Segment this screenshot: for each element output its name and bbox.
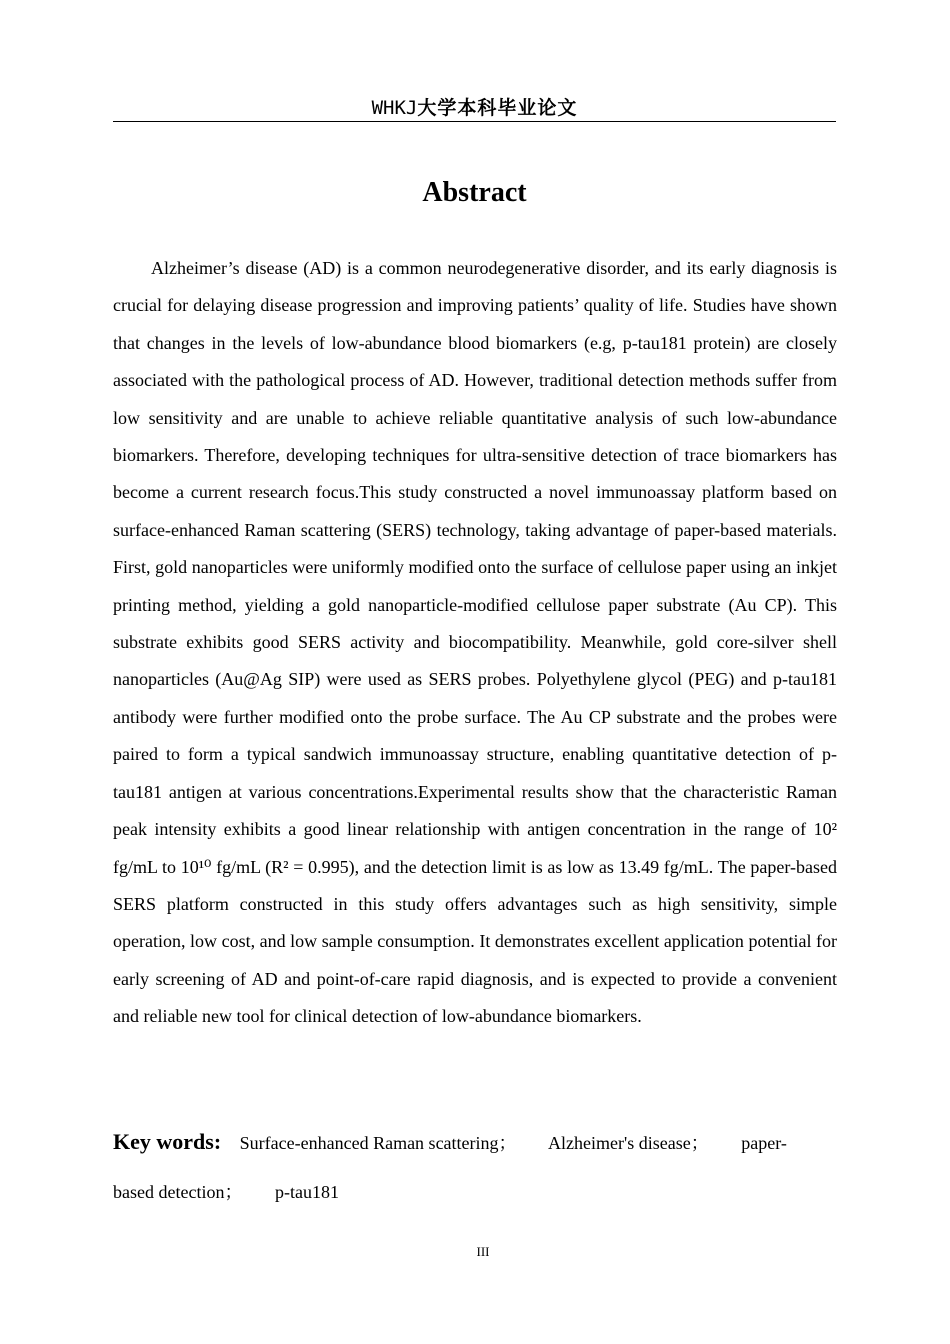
keyword-item: Alzheimer's disease	[548, 1133, 691, 1153]
abstract-paragraph: Alzheimer’s disease (AD) is a common neurodegenerative disorder, and its early diagnosis is crucial for delaying disease progression and improving patients’ quality of life. Studies have shown that changes in the levels of low-abundance blood biomarkers (e.g, p-tau181 protein) are closely associated with the pathological process of AD. However, traditional detection methods suffer from low sensitivity and are unable to achieve reliable quantitative analysis of such low-abundance biomarkers. Therefore, developing techniques for ultra-sensitive detection of trace biomarkers has become a current research focus.This study constructed a novel immunoassay platform based on surface-enhanced Raman scattering (SERS) technology, taking advantage of paper-based materials. First, gold nanoparticles were uniformly modified onto the surface of cellulose paper using an inkjet printing method, yielding a gold nanoparticle-modified cellulose paper substrate (Au CP). This substrate exhibits good SERS activity and biocompatibility. Meanwhile, gold core-silver shell nanoparticles (Au@Ag SIP) were used as SERS probes. Polyethylene glycol (PEG) and p-tau181 antibody were further modified onto the probe surface. The Au CP substrate and the probes were paired to form a typical sandwich immunoassay structure, enabling quantitative detection of p-tau181 antigen at various concentrations.Experimental results show that the characteristic Raman peak intensity exhibits a good linear relationship with antigen concentration in the range of 10² fg/mL to 10¹⁰ fg/mL (R² = 0.995), and the detection limit is as low as 13.49 fg/mL. The paper-based SERS platform constructed in this study offers advantages such as high sensitivity, simple operation, low cost, and low sample consumption. It demonstrates excellent application potential for early screening of AD and point-of-care rapid diagnosis, and is expected to provide a convenient and reliable new tool for clinical detection of low-abundance biomarkers.	[113, 258, 837, 1027]
running-header	[113, 93, 836, 122]
keyword-separator: ；	[498, 1133, 517, 1153]
keyword-item: p-tau181	[274, 1182, 339, 1202]
page-title: Abstract	[422, 177, 527, 208]
header-school-code: WHKJ	[371, 97, 418, 119]
keyword-item: Surface-enhanced Raman scattering	[239, 1133, 499, 1153]
keywords-line	[113, 1117, 803, 1217]
header-thesis-title: 大学本科毕业论文	[417, 97, 578, 119]
keyword-separator: ；	[690, 1133, 709, 1153]
keyword-item: paper-based detection	[113, 1133, 787, 1202]
page-number: III	[476, 1244, 490, 1259]
keywords-label: Key words:	[113, 1129, 222, 1154]
keyword-separator: ；	[224, 1182, 243, 1202]
